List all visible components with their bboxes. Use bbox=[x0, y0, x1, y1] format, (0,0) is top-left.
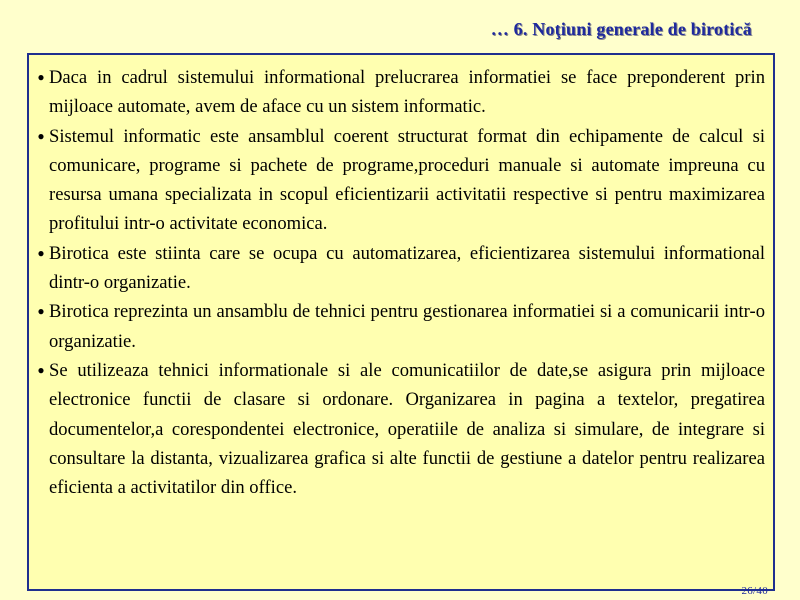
bullet-icon: ● bbox=[37, 304, 45, 319]
bullet-icon: ● bbox=[37, 70, 45, 84]
bullet-text: Birotica este stiinta care se ocupa cu automatizarea, eficientizarea sistemului informational dintr-o organizatie. bbox=[49, 242, 765, 294]
bullet-item bbox=[33, 297, 765, 356]
bullet-icon: ● bbox=[37, 362, 45, 377]
content-box bbox=[27, 53, 775, 591]
bullet-icon: ● bbox=[37, 245, 45, 260]
bullet-list bbox=[33, 63, 765, 502]
bullet-icon: ● bbox=[37, 128, 45, 143]
bullet-item bbox=[33, 356, 765, 502]
page-number: 26/40 bbox=[741, 585, 768, 597]
slide-title: … 6. Noţiuni generale de birotică bbox=[490, 19, 752, 39]
bullet-item bbox=[33, 63, 765, 122]
bullet-text: Daca in cadrul sistemului informational prelucrarea informatiei se face preponderent prin mijloace automate, avem de aface cu un sistem informatic. bbox=[49, 67, 765, 118]
bullet-item bbox=[33, 239, 765, 298]
bullet-text: Birotica reprezinta un ansamblu de tehnici pentru gestionarea informatiei si a comunicarii intr-o organizatie. bbox=[49, 301, 765, 352]
bullet-text: Sistemul informatic este ansamblul coerent structurat format din echipamente de calcul si comunicare, programe si pachete de programe,proceduri manuale si automate impreuna cu resursa umana specializata in scopul eficientizarii activitatii respective si pentru maximizarea profitului intr-o activitate economica. bbox=[49, 125, 765, 235]
bullet-item bbox=[33, 122, 765, 239]
bullet-text: Se utilizeaza tehnici informationale si ale comunicatiilor de date,se asigura prin mijloace electronice functii de clasare si ordonare. Organizarea in pagina a textelor, pregatirea documentelor,a corespondentei electronice, operatiile de analiza si simulare, de integrare si consultare la distanta, vizualizarea grafica si alte functii de gestiune a datelor pentru realizarea eficienta a activitatilor din office. bbox=[49, 359, 765, 499]
